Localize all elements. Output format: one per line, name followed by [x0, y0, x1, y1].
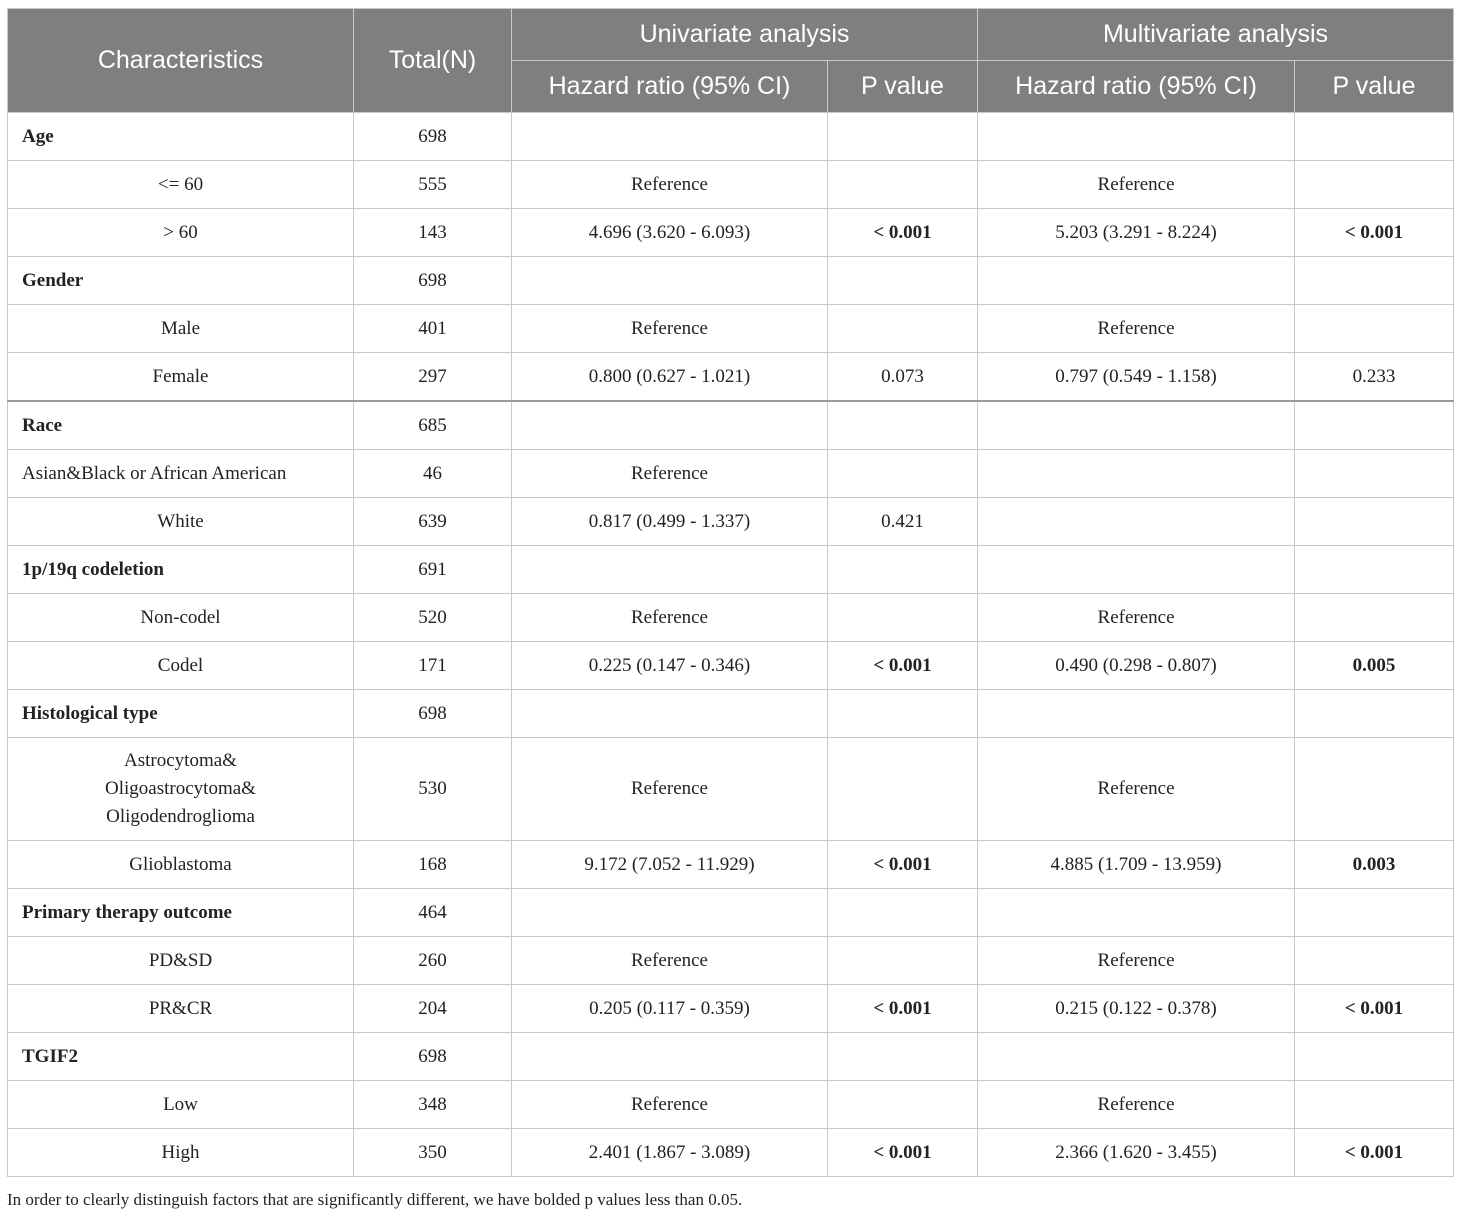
row-label: Asian&Black or African American: [8, 450, 354, 498]
row-hr-multivariate: 0.797 (0.549 - 1.158): [978, 353, 1295, 402]
row-label: Gender: [8, 257, 354, 305]
row-p-univariate: 0.073: [828, 353, 978, 402]
row-label: White: [8, 498, 354, 546]
row-hr-multivariate: [978, 450, 1295, 498]
table-row: [8, 690, 1454, 738]
row-p-univariate: [828, 401, 978, 450]
row-total: 297: [354, 353, 512, 402]
row-p-multivariate: [1295, 738, 1454, 841]
row-hr-univariate: [512, 401, 828, 450]
row-p-univariate: [828, 738, 978, 841]
header-hr-univariate: Hazard ratio (95% CI): [512, 61, 828, 113]
row-hr-univariate: [512, 113, 828, 161]
table-row: [8, 594, 1454, 642]
table-row: [8, 738, 1454, 841]
header-characteristics: Characteristics: [8, 9, 354, 113]
significant-p-value: < 0.001: [873, 654, 932, 676]
row-total: 143: [354, 209, 512, 257]
row-total: 350: [354, 1129, 512, 1177]
row-hr-multivariate: [978, 690, 1295, 738]
row-hr-univariate: Reference: [512, 161, 828, 209]
significant-p-value: 0.005: [1352, 654, 1396, 676]
row-label: Non-codel: [8, 594, 354, 642]
row-p-multivariate: [1295, 1081, 1454, 1129]
row-hr-multivariate: [978, 1033, 1295, 1081]
row-hr-univariate: Reference: [512, 450, 828, 498]
table-footnote: In order to clearly distinguish factors that are significantly different, we have bolded p values less than 0.05.: [7, 1190, 743, 1209]
table-row: [8, 937, 1454, 985]
significant-p-value: < 0.001: [1344, 221, 1404, 243]
row-total: 168: [354, 841, 512, 889]
row-label: 1p/19q codeletion: [8, 546, 354, 594]
row-label: Primary therapy outcome: [8, 889, 354, 937]
row-hr-univariate: Reference: [512, 1081, 828, 1129]
row-p-univariate: [828, 985, 978, 1033]
header-total: Total(N): [354, 9, 512, 113]
row-hr-univariate: 0.205 (0.117 - 0.359): [512, 985, 828, 1033]
table-row: [8, 257, 1454, 305]
header-hr-multivariate: Hazard ratio (95% CI): [978, 61, 1295, 113]
row-hr-univariate: [512, 690, 828, 738]
row-label: PR&CR: [8, 985, 354, 1033]
row-hr-multivariate: [978, 546, 1295, 594]
row-hr-univariate: 4.696 (3.620 - 6.093): [512, 209, 828, 257]
row-label: PD&SD: [8, 937, 354, 985]
row-p-multivariate: [1295, 937, 1454, 985]
row-hr-multivariate: 5.203 (3.291 - 8.224): [978, 209, 1295, 257]
header-univariate: Univariate analysis: [512, 9, 978, 61]
row-total: 698: [354, 113, 512, 161]
row-p-multivariate: [1295, 642, 1454, 690]
table-row: [8, 305, 1454, 353]
row-total: 204: [354, 985, 512, 1033]
row-label-text: Astrocytoma& Oligoastrocytoma& Oligodendroglioma: [105, 750, 256, 827]
row-p-univariate: [828, 546, 978, 594]
row-p-univariate: [828, 257, 978, 305]
row-hr-multivariate: 4.885 (1.709 - 13.959): [978, 841, 1295, 889]
row-p-univariate: [828, 642, 978, 690]
row-p-univariate: [828, 209, 978, 257]
header-p-multivariate: P value: [1295, 61, 1454, 113]
row-p-multivariate: [1295, 594, 1454, 642]
significant-p-value: 0.003: [1352, 853, 1396, 875]
table-row: [8, 353, 1454, 402]
row-label: [8, 738, 354, 841]
table-row: [8, 161, 1454, 209]
cox-regression-table: [7, 8, 1454, 1177]
row-p-multivariate: [1295, 841, 1454, 889]
significant-p-value: < 0.001: [1344, 1141, 1404, 1163]
table-row: [8, 209, 1454, 257]
row-p-multivariate: [1295, 889, 1454, 937]
row-p-univariate: [828, 841, 978, 889]
row-hr-multivariate: Reference: [978, 738, 1295, 841]
row-p-multivariate: [1295, 401, 1454, 450]
row-total: 639: [354, 498, 512, 546]
table-row: [8, 889, 1454, 937]
row-hr-univariate: 0.800 (0.627 - 1.021): [512, 353, 828, 402]
row-hr-multivariate: Reference: [978, 937, 1295, 985]
table-row: [8, 401, 1454, 450]
row-p-univariate: [828, 1081, 978, 1129]
row-hr-univariate: Reference: [512, 738, 828, 841]
row-label: High: [8, 1129, 354, 1177]
row-p-multivariate: [1295, 1129, 1454, 1177]
significant-p-value: < 0.001: [873, 221, 932, 243]
row-p-multivariate: [1295, 209, 1454, 257]
row-hr-multivariate: [978, 401, 1295, 450]
row-p-univariate: 0.421: [828, 498, 978, 546]
row-hr-univariate: 0.225 (0.147 - 0.346): [512, 642, 828, 690]
row-total: 530: [354, 738, 512, 841]
row-hr-univariate: Reference: [512, 305, 828, 353]
row-hr-multivariate: Reference: [978, 594, 1295, 642]
table-row: [8, 113, 1454, 161]
row-total: 685: [354, 401, 512, 450]
significant-p-value: < 0.001: [1344, 997, 1404, 1019]
row-total: 171: [354, 642, 512, 690]
header-row-1: [8, 9, 1454, 61]
row-p-univariate: [828, 161, 978, 209]
row-p-multivariate: 0.233: [1295, 353, 1454, 402]
row-total: 555: [354, 161, 512, 209]
row-label: Histological type: [8, 690, 354, 738]
row-hr-multivariate: 2.366 (1.620 - 3.455): [978, 1129, 1295, 1177]
row-p-univariate: [828, 1033, 978, 1081]
table-row: [8, 642, 1454, 690]
table-row: [8, 985, 1454, 1033]
row-hr-multivariate: [978, 113, 1295, 161]
row-p-multivariate: [1295, 985, 1454, 1033]
row-label: Glioblastoma: [8, 841, 354, 889]
table-row: [8, 498, 1454, 546]
row-p-univariate: [828, 594, 978, 642]
row-hr-univariate: [512, 889, 828, 937]
row-p-univariate: [828, 450, 978, 498]
row-hr-univariate: Reference: [512, 594, 828, 642]
row-label: Codel: [8, 642, 354, 690]
results-table-container: [7, 8, 1453, 1177]
row-p-multivariate: [1295, 498, 1454, 546]
row-total: 698: [354, 1033, 512, 1081]
row-p-multivariate: [1295, 257, 1454, 305]
row-p-multivariate: [1295, 450, 1454, 498]
row-total: 464: [354, 889, 512, 937]
row-p-multivariate: [1295, 161, 1454, 209]
table-row: [8, 450, 1454, 498]
row-total: 401: [354, 305, 512, 353]
row-p-univariate: [828, 1129, 978, 1177]
row-label: Race: [8, 401, 354, 450]
row-hr-univariate: 0.817 (0.499 - 1.337): [512, 498, 828, 546]
row-label: Female: [8, 353, 354, 402]
row-hr-multivariate: [978, 257, 1295, 305]
significant-p-value: < 0.001: [873, 997, 932, 1019]
significant-p-value: < 0.001: [873, 1141, 932, 1163]
row-label: Age: [8, 113, 354, 161]
row-total: 46: [354, 450, 512, 498]
row-hr-multivariate: Reference: [978, 1081, 1295, 1129]
row-label: <= 60: [8, 161, 354, 209]
row-total: 698: [354, 690, 512, 738]
row-total: 260: [354, 937, 512, 985]
row-p-multivariate: [1295, 113, 1454, 161]
row-hr-multivariate: [978, 889, 1295, 937]
header-multivariate: Multivariate analysis: [978, 9, 1454, 61]
table-row: [8, 1033, 1454, 1081]
row-label: Male: [8, 305, 354, 353]
row-p-multivariate: [1295, 1033, 1454, 1081]
row-p-univariate: [828, 937, 978, 985]
row-hr-univariate: 2.401 (1.867 - 3.089): [512, 1129, 828, 1177]
row-total: 691: [354, 546, 512, 594]
row-total: 698: [354, 257, 512, 305]
significant-p-value: < 0.001: [873, 853, 932, 875]
row-p-univariate: [828, 113, 978, 161]
row-p-univariate: [828, 690, 978, 738]
row-hr-univariate: Reference: [512, 937, 828, 985]
row-hr-multivariate: Reference: [978, 161, 1295, 209]
row-total: 520: [354, 594, 512, 642]
row-total: 348: [354, 1081, 512, 1129]
header-p-univariate: P value: [828, 61, 978, 113]
row-p-multivariate: [1295, 305, 1454, 353]
table-row: [8, 546, 1454, 594]
row-p-multivariate: [1295, 546, 1454, 594]
row-hr-univariate: [512, 257, 828, 305]
row-hr-univariate: [512, 1033, 828, 1081]
row-hr-multivariate: 0.490 (0.298 - 0.807): [978, 642, 1295, 690]
row-label: > 60: [8, 209, 354, 257]
row-label: TGIF2: [8, 1033, 354, 1081]
row-hr-univariate: [512, 546, 828, 594]
table-row: [8, 1129, 1454, 1177]
row-hr-multivariate: 0.215 (0.122 - 0.378): [978, 985, 1295, 1033]
row-hr-multivariate: Reference: [978, 305, 1295, 353]
row-label: Low: [8, 1081, 354, 1129]
table-row: [8, 841, 1454, 889]
row-p-univariate: [828, 889, 978, 937]
row-hr-univariate: 9.172 (7.052 - 11.929): [512, 841, 828, 889]
row-p-univariate: [828, 305, 978, 353]
row-p-multivariate: [1295, 690, 1454, 738]
table-row: [8, 1081, 1454, 1129]
row-hr-multivariate: [978, 498, 1295, 546]
